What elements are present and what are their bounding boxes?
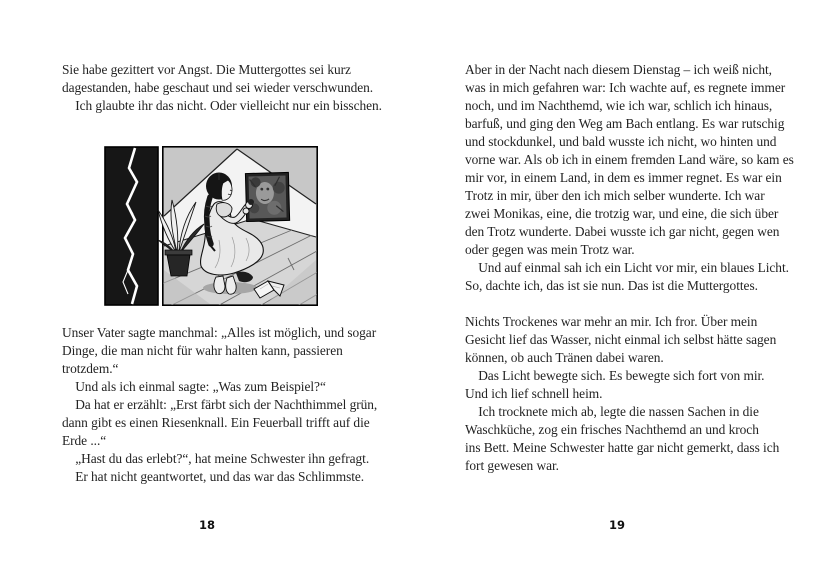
text-line: So, dachte ich, das ist sie nun. Das ist die Muttergottes. [465, 278, 758, 293]
text-line: Erde ...“ [62, 433, 107, 448]
text-line: Unser Vater sagte manchmal: „Alles ist möglich, und sogar [62, 325, 377, 340]
right-page-paragraphs [465, 61, 805, 475]
text-line: oder gegen was mein Trotz war. [465, 242, 635, 257]
text-line: Und als ich einmal sagte: „Was zum Beispiel?“ [62, 379, 326, 394]
page-number-right: 19 [608, 518, 625, 532]
picture-frame [245, 172, 289, 221]
story-illustration [104, 146, 318, 306]
text-line: Trotz in mir, über den ich mich selber wunderte. Ich war [465, 188, 765, 203]
text-line: Das Licht bewegte sich. Es bewegte sich fort von mir. [465, 368, 765, 383]
text-line: und stockdunkel, und bald wusste ich nicht, wo hinten und [465, 134, 777, 149]
text-line: Aber in der Nacht nach diesem Dienstag – ich weiß nicht, [465, 62, 772, 77]
left-page-bottom-paragraph [62, 324, 414, 486]
illustration-drawing [104, 146, 318, 306]
text-line: Ich glaubte ihr das nicht. Oder vielleicht nur ein bisschen. [62, 98, 382, 113]
text-line: fort gewesen war. [465, 458, 559, 473]
text-line: was in mich gefahren war: Ich wachte auf, es regnete immer [465, 80, 786, 95]
lightning-panel [105, 147, 158, 305]
text-line: Ich trocknete mich ab, legte die nassen Sachen in die [465, 404, 759, 419]
text-line: Und auf einmal sah ich ein Licht vor mir, ein blaues Licht. [465, 260, 789, 275]
text-line: dann gibt es einen Riesenknall. Ein Feuerball trifft auf die [62, 415, 370, 430]
text-line [465, 295, 805, 313]
text-line: den Trotz wunderte. Dabei wusste ich gar nicht, gegen wen [465, 224, 780, 239]
text-line: zwei Monikas, eine, die trotzig war, und eine, die sich über [465, 206, 779, 221]
text-line: ins Bett. Meine Schwester hatte gar nicht gemerkt, dass ich [465, 440, 780, 455]
text-line: Dinge, die man nicht für wahr halten kann, passieren [62, 343, 343, 358]
text-line: „Hast du das erlebt?“, hat meine Schwester ihn gefragt. [62, 451, 370, 466]
text-line: vorne war. Als ob ich in einem fremden Land wäre, so kam es [465, 152, 794, 167]
attic-room-panel [132, 147, 318, 306]
text-line: trotzdem.“ [62, 361, 119, 376]
left-page-top-paragraph [62, 61, 414, 115]
text-line: Und ich lief schnell heim. [465, 386, 603, 401]
text-line: dagestanden, habe geschaut und sei wieder verschwunden. [62, 80, 374, 95]
text-line: Waschküche, zog ein frisches Nachthemd an und kroch [465, 422, 759, 437]
text-line: noch, und im Nachthemd, wie ich war, schlich ich hinaus, [465, 98, 773, 113]
text-line: Er hat nicht geantwortet, und das war das Schlimmste. [62, 469, 365, 484]
page-number-left: 18 [198, 518, 215, 532]
text-line: Da hat er erzählt: „Erst färbt sich der Nachthimmel grün, [62, 397, 378, 412]
text-line: Sie habe gezittert vor Angst. Die Muttergottes sei kurz [62, 62, 351, 77]
text-line: Nichts Trockenes war mehr an mir. Ich fror. Über mein [465, 314, 758, 329]
text-line: Gesicht lief das Wasser, nicht einmal ich selbst hätte sagen [465, 332, 777, 347]
text-line: mir vor, in einem Land, in dem es immer regnet. Es war ein [465, 170, 782, 185]
text-line: barfuß, und ging den Weg am Bach entlang. Es war rutschig [465, 116, 785, 131]
text-line: können, ob auch Tränen dabei waren. [465, 350, 664, 365]
